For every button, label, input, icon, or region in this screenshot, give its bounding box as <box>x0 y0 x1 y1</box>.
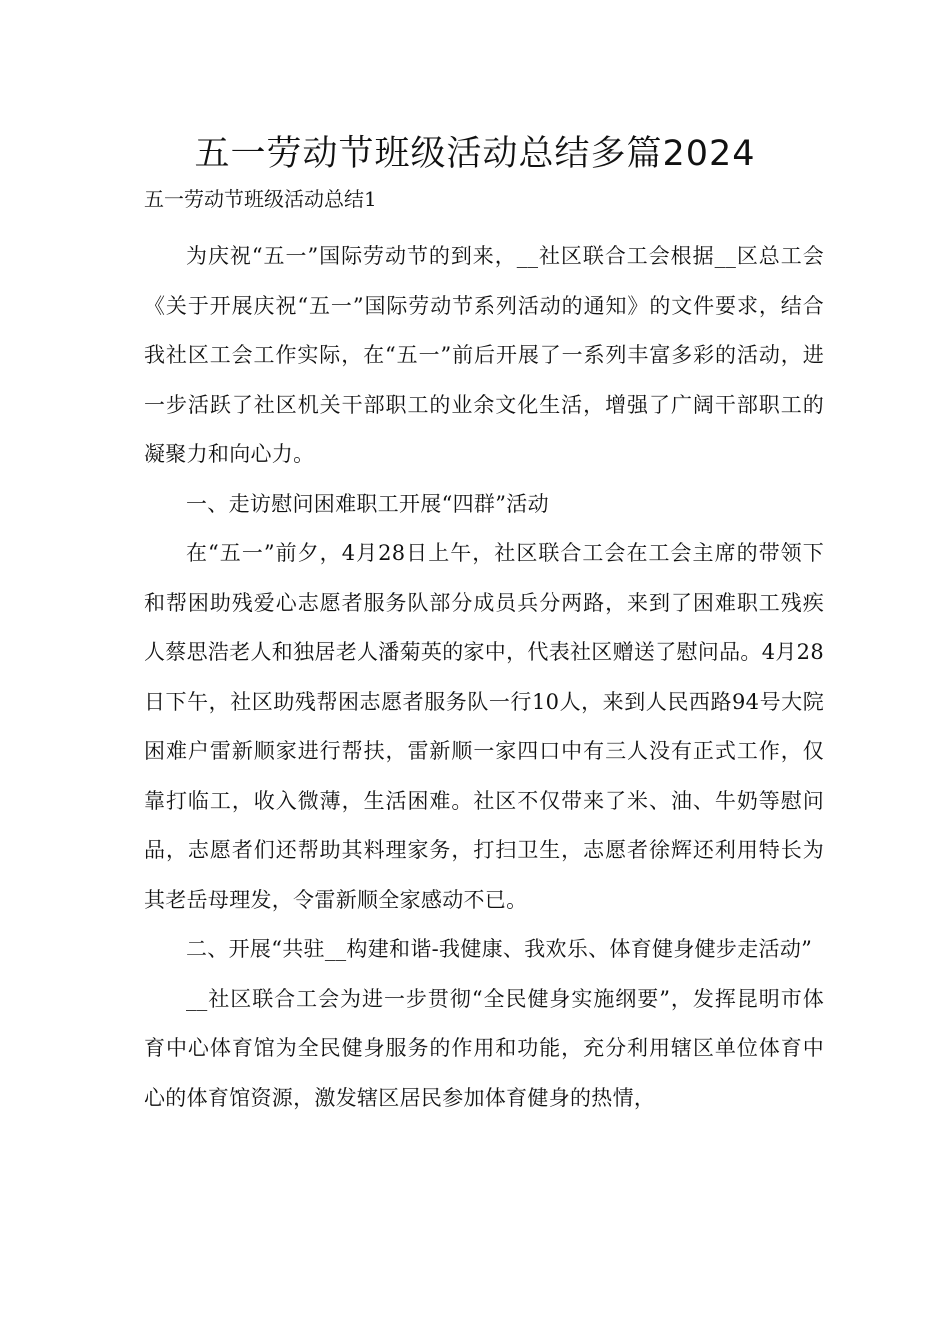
document-body <box>144 232 824 1123</box>
section-1-paragraph: 在“五一”前夕，4月28日上午，社区联合工会在工会主席的带领下和帮困助残爱心志愿者服务队部分成员兵分两路，来到了困难职工残疾人蔡思浩老人和独居老人潘菊英的家中，代表社区赠送了慰问品。4月28日下午，社区助残帮困志愿者服务队一行10人，来到人民西路94号大院困难户雷新顺家进行帮扶，雷新顺一家四口中有三人没有正式工作，仅靠打临工，收入微薄，生活困难。社区不仅带来了米、油、牛奶等慰问品，志愿者们还帮助其料理家务，打扫卫生，志愿者徐辉还利用特长为其老岳母理发，令雷新顺全家感动不已。 <box>144 541 824 912</box>
document-title: 五一劳动节班级活动总结多篇2024 <box>194 134 756 174</box>
section-heading-2: 二、开展“共驻__构建和谐-我健康、我欢乐、体育健身健步走活动” <box>186 937 813 961</box>
section-heading-1: 一、走访慰问困难职工开展“四群”活动 <box>186 491 549 516</box>
section-subtitle: 五一劳动节班级活动总结1 <box>144 187 377 211</box>
section-2-paragraph: __社区联合工会为进一步贯彻“全民健身实施纲要”，发挥昆明市体育中心体育馆为全民健身服务的作用和功能，充分利用辖区单位体育中心的体育馆资源，激发辖区居民参加体育健身的热情， <box>144 986 824 1110</box>
intro-paragraph: 为庆祝“五一”国际劳动节的到来，__社区联合工会根据__区总工会《关于开展庆祝“五一”国际劳动节系列活动的通知》的文件要求，结合我社区工会工作实际，在“五一”前后开展了一系列丰富多彩的活动，进一步活跃了社区机关干部职工的业余文化生活，增强了广阔干部职工的凝聚力和向心力。 <box>144 244 824 466</box>
